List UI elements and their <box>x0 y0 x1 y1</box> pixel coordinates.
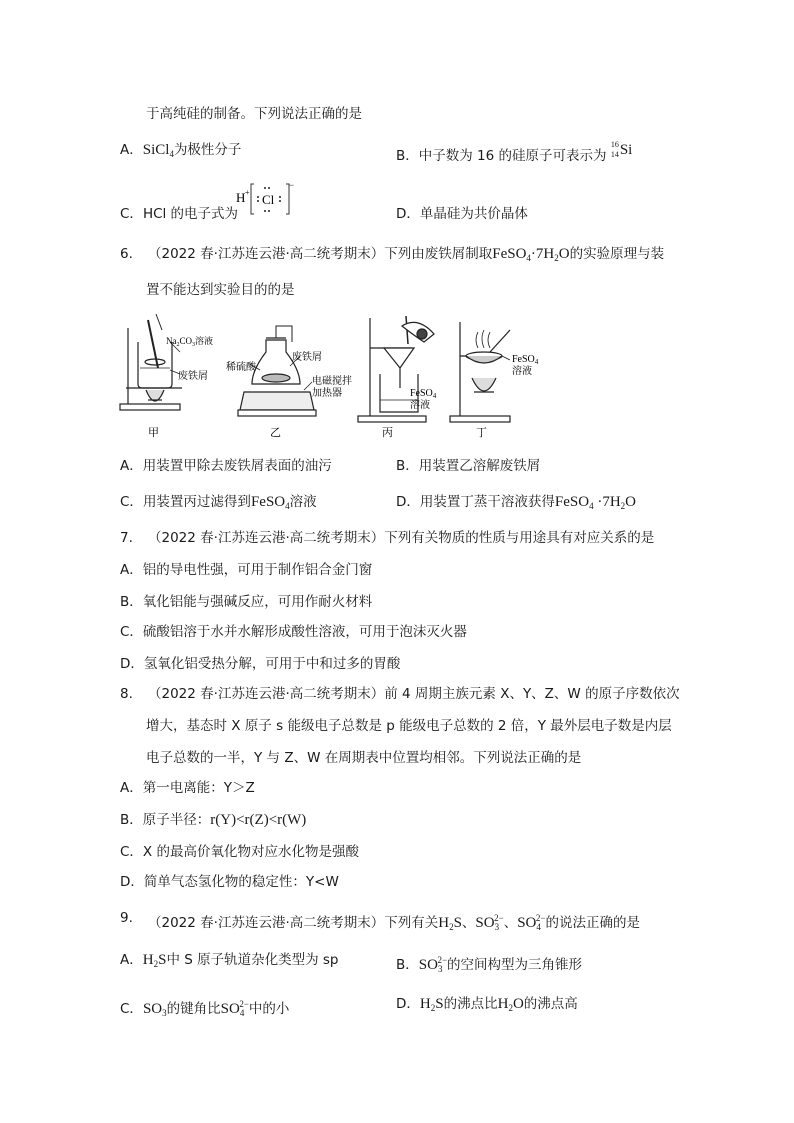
label-ding: 丁 <box>476 427 487 439</box>
q6-option-d[interactable]: D．用装置丁蒸干溶液获得FeSO$_4$ $\cdot 7H_2O$ <box>396 494 637 511</box>
label-solution-bing: 溶液 <box>410 400 430 411</box>
q8-stem-line1: （2022 春·江苏连云港·高二统考期末）前 4 周期主族元素 X、Y、Z、W 的原子序数依次 <box>148 686 680 702</box>
q9-stem: （2022 春·江苏连云港·高二统考期末）下列有关$H_2S$、$SO_3^{2-}$、$SO_4^{2-}$的说法正确的是 <box>148 913 640 932</box>
label-feso4-bing: FeSO$_4$ <box>410 388 437 400</box>
q6-option-c[interactable]: C．用装置丙过滤得到FeSO$_4$溶液 <box>120 494 317 511</box>
label-yi: 乙 <box>270 427 281 439</box>
q5-option-b[interactable]: B．中子数为 16 的硅原子可表示为 16 14 Si <box>396 140 637 166</box>
q8-option-d[interactable]: D．简单气态氢化物的稳定性：Y<W <box>120 874 339 890</box>
q9-option-d[interactable]: D．$H_2S$的沸点比$H_2O$的沸点高 <box>396 996 578 1013</box>
apparatus-figure <box>118 312 638 442</box>
label-stirrer-2: 加热器 <box>312 388 342 399</box>
q7-number: 7. <box>120 530 133 546</box>
q8-option-b[interactable]: B．原子半径：r(Y)<r(Z)<r(W) <box>120 812 307 828</box>
q6-option-a[interactable]: A．用装置甲除去废铁屑表面的油污 <box>120 458 332 474</box>
q5-stem-tail: 于高纯硅的制备。下列说法正确的是 <box>146 106 362 122</box>
h-charge: + <box>245 188 250 197</box>
q6-number: 6. <box>120 246 133 262</box>
q9-option-c[interactable]: C．$SO_3$的键角比$SO_4^{2-}$中的小 <box>120 999 290 1018</box>
label-solution-ding: 溶液 <box>512 366 532 377</box>
apparatus-jia <box>120 314 182 410</box>
label-waste-iron-jia: 废铁屑 <box>178 371 208 382</box>
q7-option-b[interactable]: B．氧化铝能与强碱反应，可用作耐火材料 <box>120 594 373 610</box>
q7-option-d[interactable]: D．氢氧化铝受热分解，可用于中和过多的胃酸 <box>120 656 401 672</box>
q9-number: 9. <box>120 910 133 926</box>
q7-option-c[interactable]: C．硫酸铝溶于水并水解形成酸性溶液，可用于泡沫灭火器 <box>120 624 467 640</box>
q8-option-c[interactable]: C．X 的最高价氧化物对应水化物是强酸 <box>120 844 359 860</box>
label-waste-iron-yi: 废铁屑 <box>292 352 322 363</box>
si-isotope: 16 14 Si <box>610 140 633 159</box>
q8-option-a[interactable]: A．第一电离能：Y＞Z <box>120 780 255 796</box>
q5-option-d[interactable]: D．单晶硅为共价晶体 <box>396 206 528 222</box>
hcl-electron-formula <box>234 180 294 220</box>
label-na2co3: $Na_2CO_3$溶液 <box>166 336 214 348</box>
q6-option-b[interactable]: B．用装置乙溶解废铁屑 <box>396 458 541 474</box>
q9-option-a[interactable]: A．$H_2S$中 S 原子轨道杂化类型为 sp <box>120 952 339 969</box>
label-feso4-ding: FeSO$_4$ <box>512 354 539 366</box>
label-dilute-acid: 稀硫酸 <box>226 362 256 373</box>
label-jia: 甲 <box>148 427 159 439</box>
q6-stem-line2: 置不能达到实验目的的是 <box>146 282 295 298</box>
h-symbol: H <box>236 190 246 205</box>
q8-number: 8. <box>120 686 133 702</box>
label-stirrer-1: 电磁搅拌 <box>312 376 352 387</box>
cl-charge: − <box>289 180 294 190</box>
q6-stem: （2022 春·江苏连云港·高二统考期末）下列由废铁屑制取$FeSO_4\cdot 7H_2O$的实验原理与装 <box>148 246 665 263</box>
q8-stem-line2: 增大，基态时 X 原子 s 能级电子总数是 p 能级电子总数的 2 倍，Y 最外层电子数是内层 <box>146 718 672 734</box>
q7-option-a[interactable]: A．铝的导电性强，可用于制作铝合金门窗 <box>120 562 373 578</box>
q8-stem-line3: 电子总数的一半，Y 与 Z、W 在周期表中位置均相邻。下列说法正确的是 <box>146 750 582 766</box>
apparatus-ding <box>450 322 510 422</box>
label-bing: 丙 <box>382 427 393 439</box>
cl-symbol: Cl <box>262 192 275 207</box>
q5-option-c[interactable]: C．HCl 的电子式为 <box>120 206 239 222</box>
q9-option-b[interactable]: B．$SO_3^{2-}$的空间构型为三角锥形 <box>396 955 583 974</box>
q7-stem: （2022 春·江苏连云港·高二统考期末）下列有关物质的性质与用途具有对应关系的是 <box>148 530 655 546</box>
q5-option-a[interactable]: A．SiCl$_4$为极性分子 <box>120 142 242 159</box>
sicl4-formula: SiCl$_4$ <box>142 142 174 159</box>
